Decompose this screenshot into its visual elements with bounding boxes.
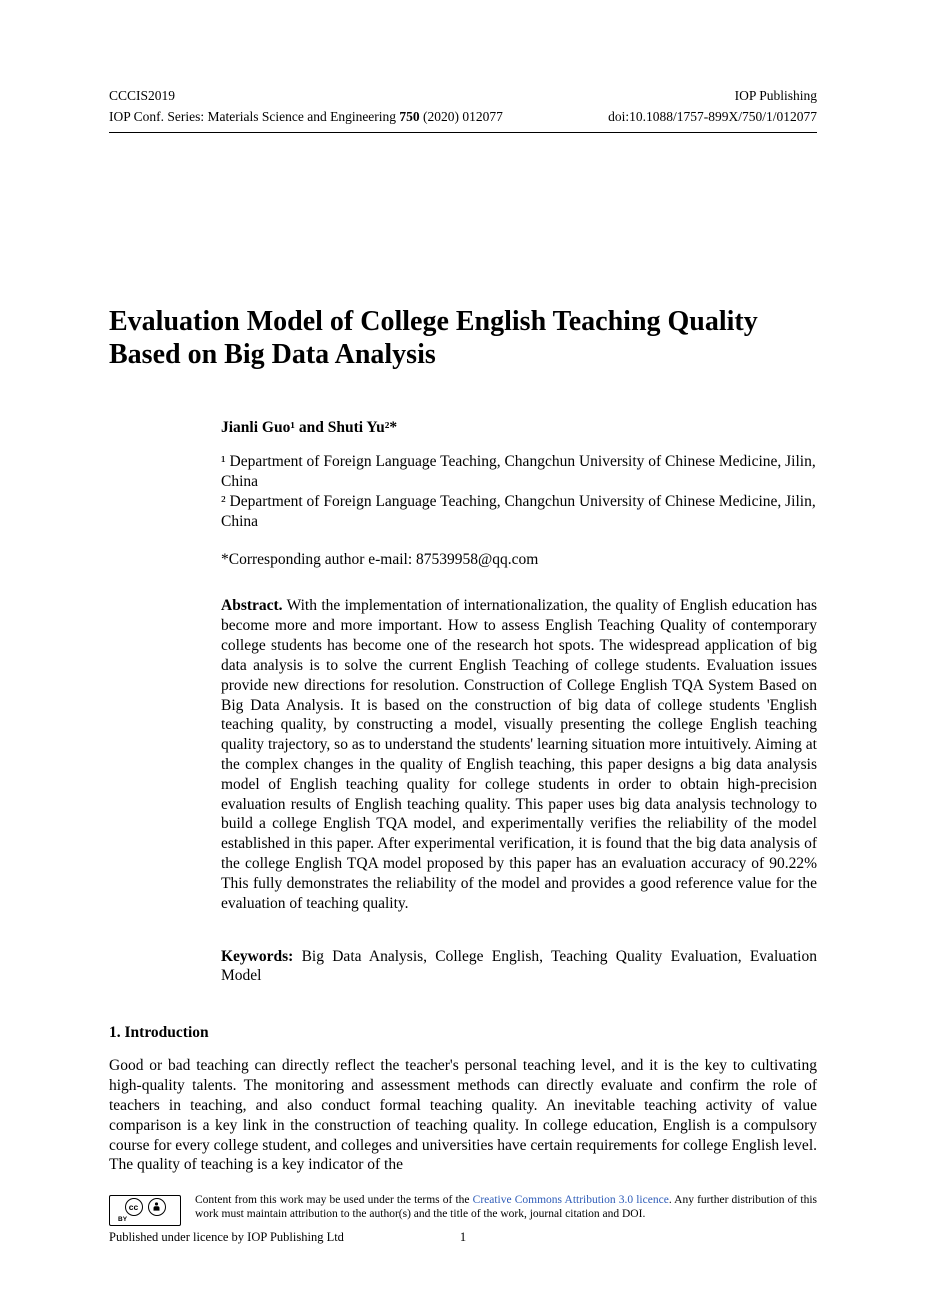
cc-circles [125,1198,166,1216]
doi: doi:10.1088/1757-899X/750/1/012077 [608,109,817,124]
affiliation-2: ² Department of Foreign Language Teaching, Changchun University of Chinese Medicine, Jilin, China [221,492,816,530]
journal-citation: IOP Conf. Series: Materials Science and Engineering 750 (2020) 012077 [109,109,503,124]
header-row-1 [109,88,817,104]
cc-icon: cc [125,1198,143,1216]
section-1-heading: 1. Introduction [109,1024,209,1042]
by-label: BY [118,1215,128,1223]
keywords [221,947,817,987]
license-link[interactable]: Creative Commons Attribution 3.0 licence [472,1194,669,1206]
authors-line: Jianli Guo¹ and Shuti Yu²* [221,419,398,437]
license-row [109,1193,817,1226]
front-matter [221,419,817,986]
corresponding-author: *Corresponding author e-mail: 87539958@qq.com [221,551,539,569]
article-title: Evaluation Model of College English Teaching Quality Based on Big Data Analysis [109,306,758,371]
affiliation-1: ¹ Department of Foreign Language Teaching, Changchun University of Chinese Medicine, Jilin, China [221,453,816,490]
affiliations [221,452,817,531]
section-1-paragraph: Good or bad teaching can directly reflect the teacher's personal teaching level, and it is the key to cultivating high-quality talents. The monitoring and assessment methods can directly evaluate and confirm the role of teachers in teaching, and also conduct formal teaching quality. An inevitable teaching activity of value comparison is a key link in the construction of teaching quality. In college education, English is a compulsory course for every college student, and colleges and universities have certain requirements for college English level. The quality of teaching is a key indicator of the [109,1057,817,1174]
footer-bottom-row [109,1230,817,1245]
abstract [221,596,817,913]
page-footer [109,1193,817,1245]
volume-number: 750 [399,109,420,124]
keywords-text: Big Data Analysis, College English, Teaching Quality Evaluation, Evaluation Model [221,947,817,985]
published-under-licence: Published under licence by IOP Publishing Ltd [109,1230,344,1244]
publisher-name: IOP Publishing [734,88,817,103]
keywords-label: Keywords: [221,947,294,965]
page-header [109,0,817,133]
abstract-label: Abstract. [221,597,283,615]
license-text: Content from this work may be used under the terms of the Creative Commons Attribution 3.0 licence. Any further distribution of this work must maintain attribution to the author(s) and the title of the work, journal citation and DOI. [195,1194,817,1221]
cc-by-badge [109,1195,181,1226]
by-person-icon [148,1198,166,1216]
header-row-2 [109,109,817,133]
page-number: 1 [459,1230,467,1244]
abstract-text: With the implementation of internationalization, the quality of English education has become more and more important. How to assess English Teaching Quality of contemporary college students has become one of the research hot spots. The widespread application of big data analysis is to solve the current English Teaching of college students. Evaluation issues provide new directions for resolution. Construction of College English TQA System Based on Big Data Analysis. It is based on the construction of big data of college students 'English teaching quality, by constructing a model, visually presenting the college English teaching quality trajectory, so as to understand the students' learning situation more intuitively. Aiming at the complex changes in the quality of English teaching, this paper designs a big data analysis model of English teaching quality for college students in order to obtain high-precision evaluation results of English teaching quality. This paper uses big data analysis technology to build a college English TQA model, and experimentally verifies the reliability of the model established in this paper. After experimental verification, it is found that the big data analysis of the college English TQA model proposed by this paper has an evaluation accuracy of 90.22% This fully demonstrates the reliability of the model and provides a good reference value for the evaluation of teaching quality. [221,597,817,912]
conference-name: CCCIS2019 [109,88,176,103]
